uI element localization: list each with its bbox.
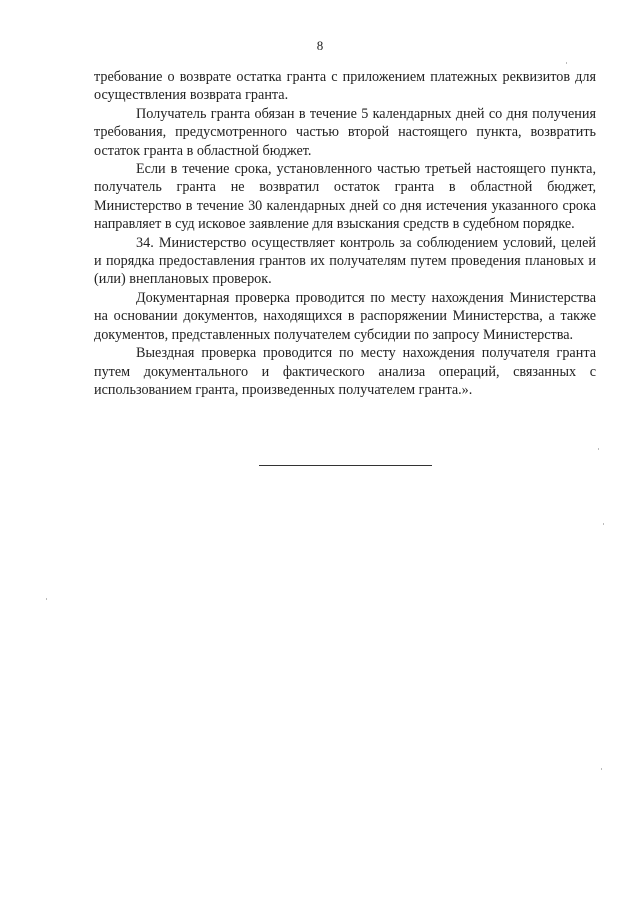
paragraph-continuation: требование о возврате остатка гранта с приложением платежных реквизитов для осуществления возврата гранта.	[94, 69, 596, 104]
scan-speck	[601, 768, 602, 770]
page-number: 8	[316, 38, 324, 53]
paragraph-item-34: 34. Министерство осуществляет контроль за соблюдением условий, целей и порядка предоставления грантов их получателям путем проведения плановых и (или) внеплановых проверок.	[94, 234, 596, 288]
scan-speck	[46, 598, 47, 600]
scan-speck	[603, 523, 604, 525]
paragraph-court-claim: Если в течение срока, установленного частью третьей настоящего пункта, получатель гранта не возвратил остаток гранта в областной бюджет, Министерство в течение 30 календарных дней со дня истечения указанного срока направляет в суд исковое заявление для взыскания средств в судебном порядке.	[94, 161, 596, 233]
paragraph-documentary-check: Документарная проверка проводится по месту нахождения Министерства на основании документов, находящихся в распоряжении Министерства, а также документов, представленных получателем субсидии по запросу Министерства.	[94, 289, 596, 343]
separator-line	[259, 465, 432, 466]
paragraph-return-obligation: Получатель гранта обязан в течение 5 календарных дней со дня получения требования, предусмотренного частью второй настоящего пункта, возвратить остаток гранта в областной бюджет.	[94, 105, 596, 159]
scan-speck	[566, 62, 567, 64]
scan-speck	[598, 448, 599, 450]
paragraph-field-check: Выездная проверка проводится по месту нахождения получателя гранта путем документального и фактического анализа операций, связанных с использованием гранта, произведенных получателем гранта.».	[94, 345, 596, 398]
document-body	[94, 68, 596, 399]
